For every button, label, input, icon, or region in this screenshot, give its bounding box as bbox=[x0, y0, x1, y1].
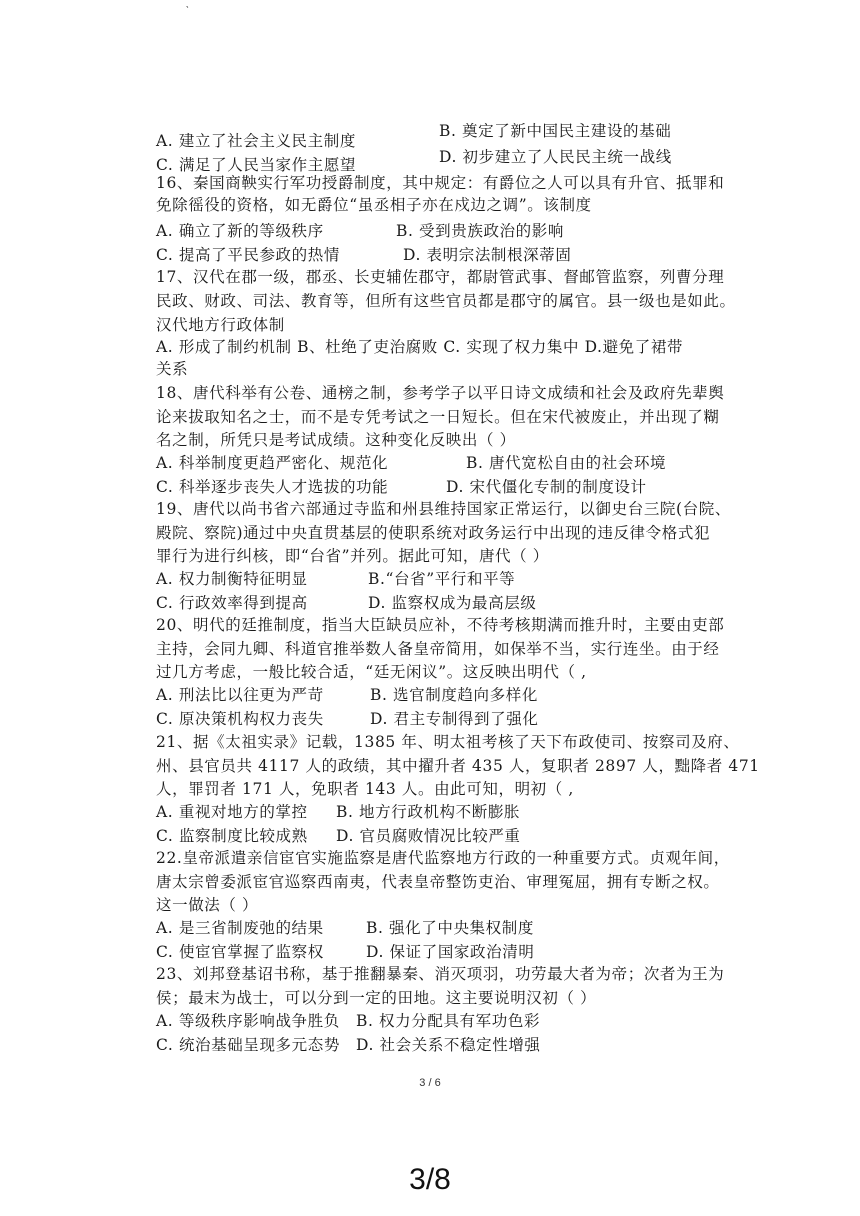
q22-option-a: A. 是三省制废弛的结果 bbox=[156, 919, 324, 937]
q21-stem-1: 21、据《太祖实录》记载，1385 年、明太祖考核了天下布政使司、按察司及府、 bbox=[156, 733, 740, 751]
q16-option-b: B. 受到贵族政治的影响 bbox=[396, 222, 564, 240]
q19-stem-1: 19、唐代以尚书省六部通过寺监和州县维持国家正常运行，以御史台三院(台院、 bbox=[156, 500, 731, 518]
q16-stem-1: 16、秦国商鞅实行军功授爵制度，其中规定：有爵位之人可以具有升官、抵罪和 bbox=[156, 174, 725, 192]
q19-stem-2: 殿院、察院)通过中央直贯基层的使职系统对政务运行中出现的违反律令格式犯 bbox=[156, 524, 711, 542]
q18-option-a: A. 科举制度更趋严密化、规范化 bbox=[156, 454, 389, 472]
q17-stem-1: 17、汉代在郡一级，郡丞、长吏辅佐郡守，都尉管武事、督邮管监察，列曹分理 bbox=[156, 268, 725, 286]
q22-option-c: C. 使宦官掌握了监察权 bbox=[156, 943, 324, 961]
q22-stem-2: 唐太宗曾委派宦官巡察西南夷，代表皇帝整饬吏治、审理冤屈，拥有专断之权。 bbox=[156, 873, 720, 891]
q21-option-a: A. 重视对地方的掌控 bbox=[156, 803, 308, 821]
q16-option-a: A. 确立了新的等级秩序 bbox=[156, 222, 324, 240]
q23-option-d: D. 社会关系不稳定性增强 bbox=[356, 1036, 541, 1054]
q15-option-d: D. 初步建立了人民民主统一战线 bbox=[439, 148, 672, 166]
q19-option-a: A. 权力制衡特征明显 bbox=[156, 570, 308, 588]
q20-option-b: B. 选官制度趋向多样化 bbox=[370, 686, 538, 704]
q23-stem-2: 侯；最末为战士，可以分到一定的田地。这主要说明汉初（ ） bbox=[156, 989, 597, 1007]
q20-option-a: A. 刑法比以往更为严苛 bbox=[156, 686, 324, 704]
q16-option-d: D. 表明宗法制根深蒂固 bbox=[403, 246, 572, 264]
q16-stem-2: 免除徭役的资格，如无爵位“虽丞相子亦在戍边之调”。该制度 bbox=[156, 196, 592, 214]
q19-option-d: D. 监察权成为最高层级 bbox=[368, 594, 537, 612]
q22-stem-3: 这一做法（ ） bbox=[156, 896, 259, 914]
q21-stem-3: 人，罪罚者 171 人，免职者 143 人。由此可知，明初（ , bbox=[156, 780, 574, 798]
page-number-small: 3 / 6 bbox=[419, 1077, 441, 1089]
q21-option-c: C. 监察制度比较成熟 bbox=[156, 827, 308, 845]
q21-option-d: D. 官员腐败情况比较严重 bbox=[336, 827, 521, 845]
q19-stem-3: 罪行为进行纠核，即“台省”并列。据此可知，唐代（ ） bbox=[156, 547, 549, 565]
q17-options: A. 形成了制约机制 B、杜绝了吏治腐败 C. 实现了权力集中 D.避免了裙带 bbox=[156, 338, 684, 356]
q18-option-c: C. 科举逐步丧失人才选拔的功能 bbox=[156, 478, 389, 496]
q20-option-d: D. 君主专制得到了强化 bbox=[370, 710, 539, 728]
q17-stem-2: 民政、财政、司法、教育等，但所有这些官员都是郡守的属官。县一级也是如此。 bbox=[156, 292, 736, 310]
q20-option-c: C. 原决策机构权力丧失 bbox=[156, 710, 324, 728]
q21-stem-2: 州、县官员共 4117 人的政绩，其中擢升者 435 人，复职者 2897 人，黜降者 471 bbox=[156, 757, 760, 775]
q15-option-b: B. 奠定了新中国民主建设的基础 bbox=[439, 122, 672, 140]
q22-stem-1: 22.皇帝派遣亲信宦官实施监察是唐代监察地方行政的一种重要方式。贞观年间， bbox=[156, 849, 730, 867]
q15-option-a: A. 建立了社会主义民主制度 bbox=[156, 132, 356, 150]
q22-option-b: B. 强化了中央集权制度 bbox=[366, 919, 534, 937]
stray-mark: ‵ bbox=[186, 4, 189, 17]
q20-stem-3: 过几方考虑，一般比较合适，“廷无闲议”。这反映出明代（ , bbox=[156, 663, 587, 681]
q20-stem-1: 20、明代的廷推制度，指当大臣缺员应补，不待考核期满而推升时，主要由吏部 bbox=[156, 616, 725, 634]
q20-stem-2: 主持，会同九卿、科道官推举数人备皇帝简用，如保举不当，实行连坐。由于经 bbox=[156, 640, 720, 658]
q15-option-c: C. 满足了人民当家作主愿望 bbox=[156, 156, 357, 174]
q16-option-c: C. 提高了平民参政的热情 bbox=[156, 246, 340, 264]
q18-option-d: D. 宋代僵化专制的制度设计 bbox=[446, 478, 647, 496]
q18-stem-2: 论来拔取知名之士，而不是专凭考试之一日短长。但在宋代被废止，并出现了糊 bbox=[156, 408, 720, 426]
q19-option-b: B.“台省”平行和平等 bbox=[368, 570, 516, 588]
q23-option-b: B. 权力分配具有军功色彩 bbox=[356, 1012, 541, 1030]
q21-option-b: B. 地方行政机构不断膨胀 bbox=[336, 803, 521, 821]
q17-stem-3: 汉代地方行政体制 bbox=[156, 316, 285, 334]
q17-options-cont: 关系 bbox=[156, 360, 189, 378]
page-number-large: 3/8 bbox=[409, 1163, 451, 1196]
q22-option-d: D. 保证了国家政治清明 bbox=[366, 943, 535, 961]
q19-option-c: C. 行政效率得到提高 bbox=[156, 594, 308, 612]
q23-option-c: C. 统治基础呈现多元态势 bbox=[156, 1036, 340, 1054]
q18-stem-1: 18、唐代科举有公卷、通榜之制，参考学子以平日诗文成绩和社会及政府先辈舆 bbox=[156, 384, 725, 402]
q23-option-a: A. 等级秩序影响战争胜负 bbox=[156, 1012, 340, 1030]
q23-stem-1: 23、刘邦登基诏书称，基于推翻暴秦、消灭项羽，功劳最大者为帝；次者为王为 bbox=[156, 965, 725, 983]
q18-option-b: B. 唐代宽松自由的社会环境 bbox=[466, 454, 667, 472]
q18-stem-3: 名之制，所凭只是考试成绩。这种变化反映出（ ） bbox=[156, 431, 516, 449]
